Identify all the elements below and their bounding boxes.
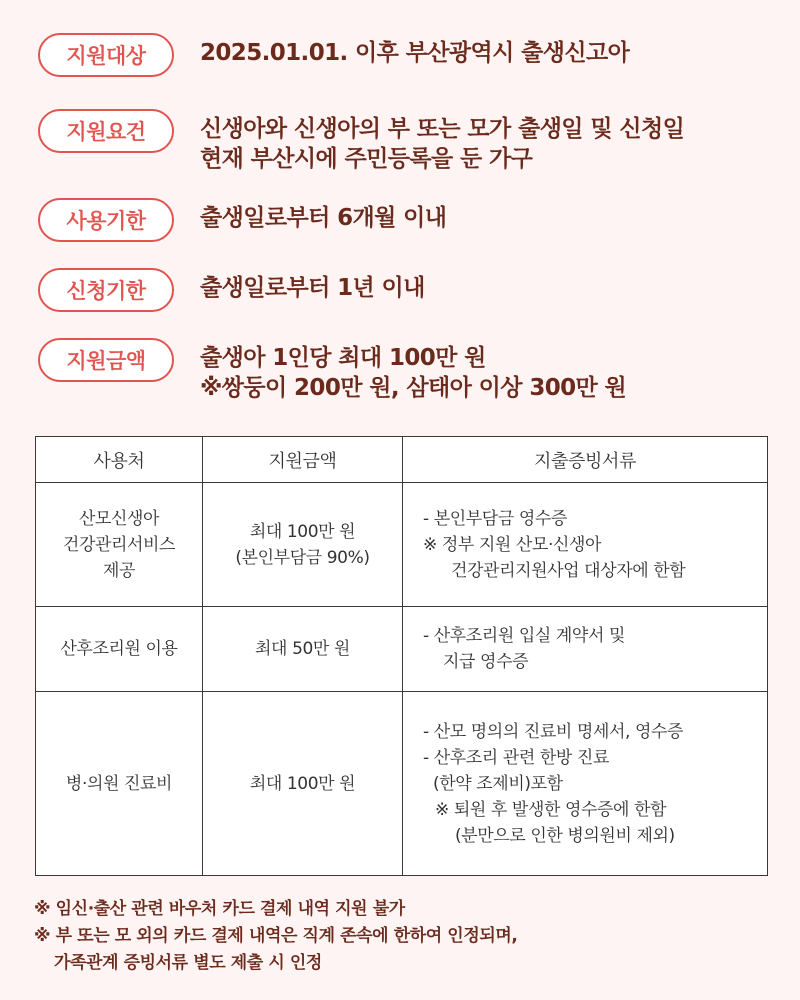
info-value-line: 현재 부산시에 주민등록을 둔 가구 [200,146,533,172]
label-pill: 지원금액 [38,338,174,382]
footnote-line: ※ 부 또는 모 외의 카드 결제 내역은 직계 존속에 한하여 인정되며, [34,926,518,946]
cell-line: - 산후조리원 입실 계약서 및 [423,626,625,646]
info-value-line: 출생일로부터 6개월 이내 [200,205,447,231]
place-cell [36,692,203,876]
place-cell [36,483,203,607]
docs-cell [403,607,768,692]
docs-cell [403,692,768,876]
amount-cell [203,692,403,876]
amount-cell [203,607,403,692]
cell-line: 건강관리서비스 [62,534,176,555]
cell-line: - 산후조리 관련 한방 진료 [423,747,609,768]
footnote-line: 가족관계 증빙서류 별도 제출 시 인정 [54,953,322,973]
docs-cell [403,483,768,607]
cell-line: 산후조리원 이용 [60,639,178,659]
info-row-amount [38,338,626,403]
cell-line: (분만으로 인한 병의원비 제외) [455,825,675,846]
cell-line: - 본인부담금 영수증 [423,508,567,529]
info-value [200,114,684,174]
info-row-usage-period [38,198,446,242]
cell-line: 건강관리지원사업 대상자에 한함 [451,560,686,581]
cell-line: - 산모 명의의 진료비 명세서, 영수증 [423,721,684,742]
info-value-line: 2025.01.01. 이후 부산광역시 출생신고아 [200,40,630,66]
info-value-line: 출생일로부터 1년 이내 [200,275,425,301]
cell-line: 병·의원 진료비 [65,773,173,794]
table-header-row [36,437,768,483]
cell-line: (한약 조제비)포함 [433,773,563,794]
cell-line: ※ 정부 지원 산모·신생아 [423,534,602,555]
usage-table [35,436,768,876]
info-value-line: 출생아 1인당 최대 100만 원 [200,345,486,371]
cell-line: 최대 50만 원 [255,639,350,659]
info-value [200,38,629,68]
cell-line: ※ 퇴원 후 발생한 영수증에 한함 [435,799,667,820]
label-pill: 지원대상 [38,33,174,77]
info-value [200,273,425,303]
column-header: 지출증빙서류 [403,437,768,483]
info-value-line: 신생아와 신생아의 부 또는 모가 출생일 및 신청일 [200,116,685,142]
cell-line: 지급 영수증 [443,652,529,672]
cell-line: (본인부담금 90%) [235,547,370,568]
label-pill: 신청기한 [38,268,174,312]
table-row [36,692,768,876]
cell-line: 최대 100만 원 [249,773,356,794]
cell-line: 제공 [102,560,136,581]
label-pill: 지원요건 [38,109,174,153]
cell-line: 최대 100만 원 [249,521,356,542]
table-row [36,607,768,692]
amount-cell [203,483,403,607]
footnote-line: ※ 임신·출산 관련 바우처 카드 결제 내역 지원 불가 [34,899,405,919]
info-value [200,203,446,233]
table-row [36,483,768,607]
place-cell [36,607,203,692]
label-pill: 사용기한 [38,198,174,242]
footnotes [34,896,517,977]
info-row-apply-period [38,268,425,312]
info-row-target [38,33,629,77]
info-value-line: ※쌍둥이 200만 원, 삼태아 이상 300만 원 [200,375,627,401]
column-header: 사용처 [36,437,203,483]
column-header: 지원금액 [203,437,403,483]
info-row-requirement [38,109,684,174]
cell-line: 산모신생아 [78,508,160,529]
info-value [200,343,626,403]
